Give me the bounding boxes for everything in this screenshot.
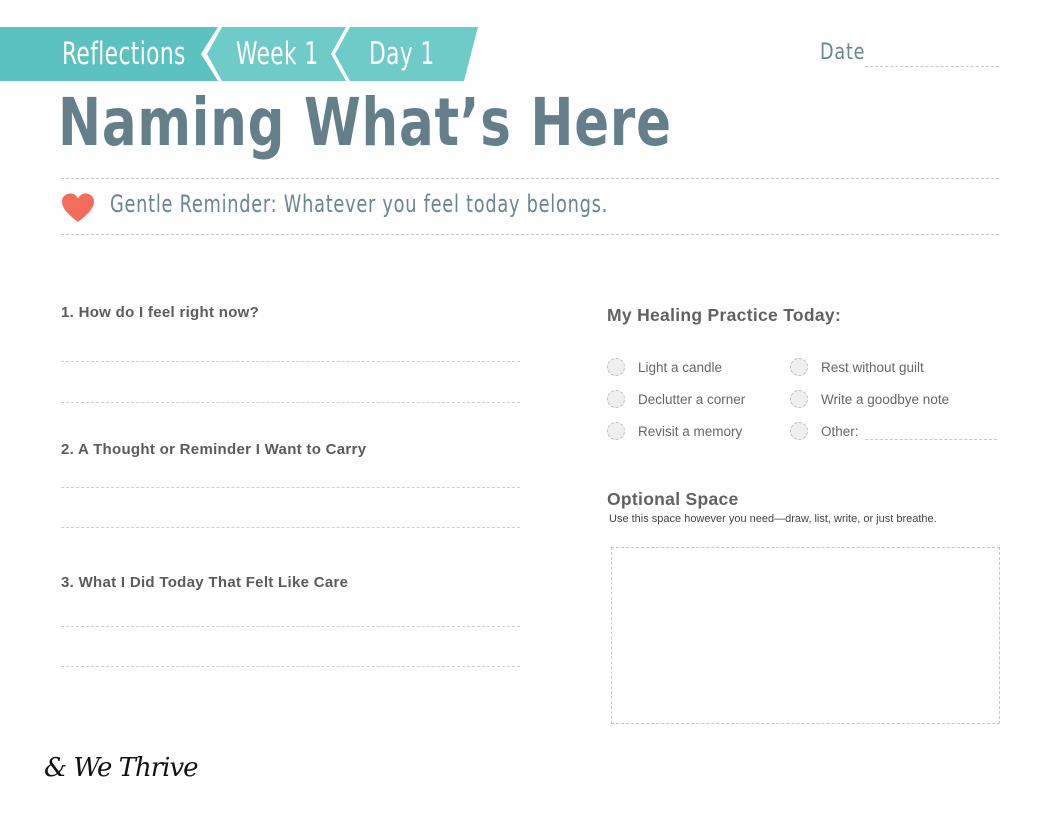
option-label: Declutter a corner — [638, 391, 746, 407]
option-label: Rest without guilt — [821, 359, 924, 375]
heart-icon — [61, 192, 95, 224]
optional-heading: Optional Space — [607, 489, 739, 509]
brand-logo: & We Thrive — [44, 753, 198, 783]
gentle-reminder: Gentle Reminder: Whatever you feel today belongs. — [110, 190, 608, 218]
option-goodbye-note[interactable] — [790, 390, 949, 408]
option-label: Revisit a memory — [638, 423, 743, 439]
option-revisit-memory[interactable] — [607, 422, 742, 440]
option-other[interactable] — [790, 422, 859, 440]
option-label: Light a candle — [638, 359, 723, 375]
checkbox-circle[interactable] — [790, 422, 808, 440]
divider-top — [61, 178, 999, 179]
writing-line[interactable] — [61, 487, 520, 488]
checkbox-circle[interactable] — [607, 358, 625, 376]
practice-heading: My Healing Practice Today: — [607, 305, 842, 325]
question-3: 3. What I Did Today That Felt Like Care — [61, 574, 349, 591]
option-rest[interactable] — [790, 358, 924, 376]
divider-bottom — [61, 234, 999, 235]
option-label: Write a goodbye note — [821, 391, 950, 407]
date-field-line[interactable] — [865, 66, 999, 67]
writing-line[interactable] — [61, 666, 520, 667]
optional-space-box[interactable] — [611, 547, 1000, 724]
banner-tab-week: Week 1 — [236, 36, 319, 72]
other-field-line[interactable] — [865, 439, 997, 440]
page-title: Naming What’s Here — [58, 84, 672, 161]
optional-subtitle: Use this space however you need—draw, list, write, or just breathe. — [609, 513, 937, 525]
banner-tab-reflections: Reflections — [62, 36, 186, 72]
header-banner — [0, 27, 480, 81]
question-1: 1. How do I feel right now? — [61, 304, 260, 321]
date-label: Date — [820, 40, 866, 65]
option-light-candle[interactable] — [607, 358, 722, 376]
checkbox-circle[interactable] — [790, 390, 808, 408]
checkbox-circle[interactable] — [790, 358, 808, 376]
checkbox-circle[interactable] — [607, 390, 625, 408]
option-label: Other: — [821, 423, 859, 439]
writing-line[interactable] — [61, 361, 520, 362]
writing-line[interactable] — [61, 527, 520, 528]
question-2: 2. A Thought or Reminder I Want to Carry — [61, 441, 367, 458]
checkbox-circle[interactable] — [607, 422, 625, 440]
writing-line[interactable] — [61, 626, 520, 627]
writing-line[interactable] — [61, 402, 520, 403]
banner-tab-day: Day 1 — [369, 36, 435, 72]
option-declutter[interactable] — [607, 390, 745, 408]
